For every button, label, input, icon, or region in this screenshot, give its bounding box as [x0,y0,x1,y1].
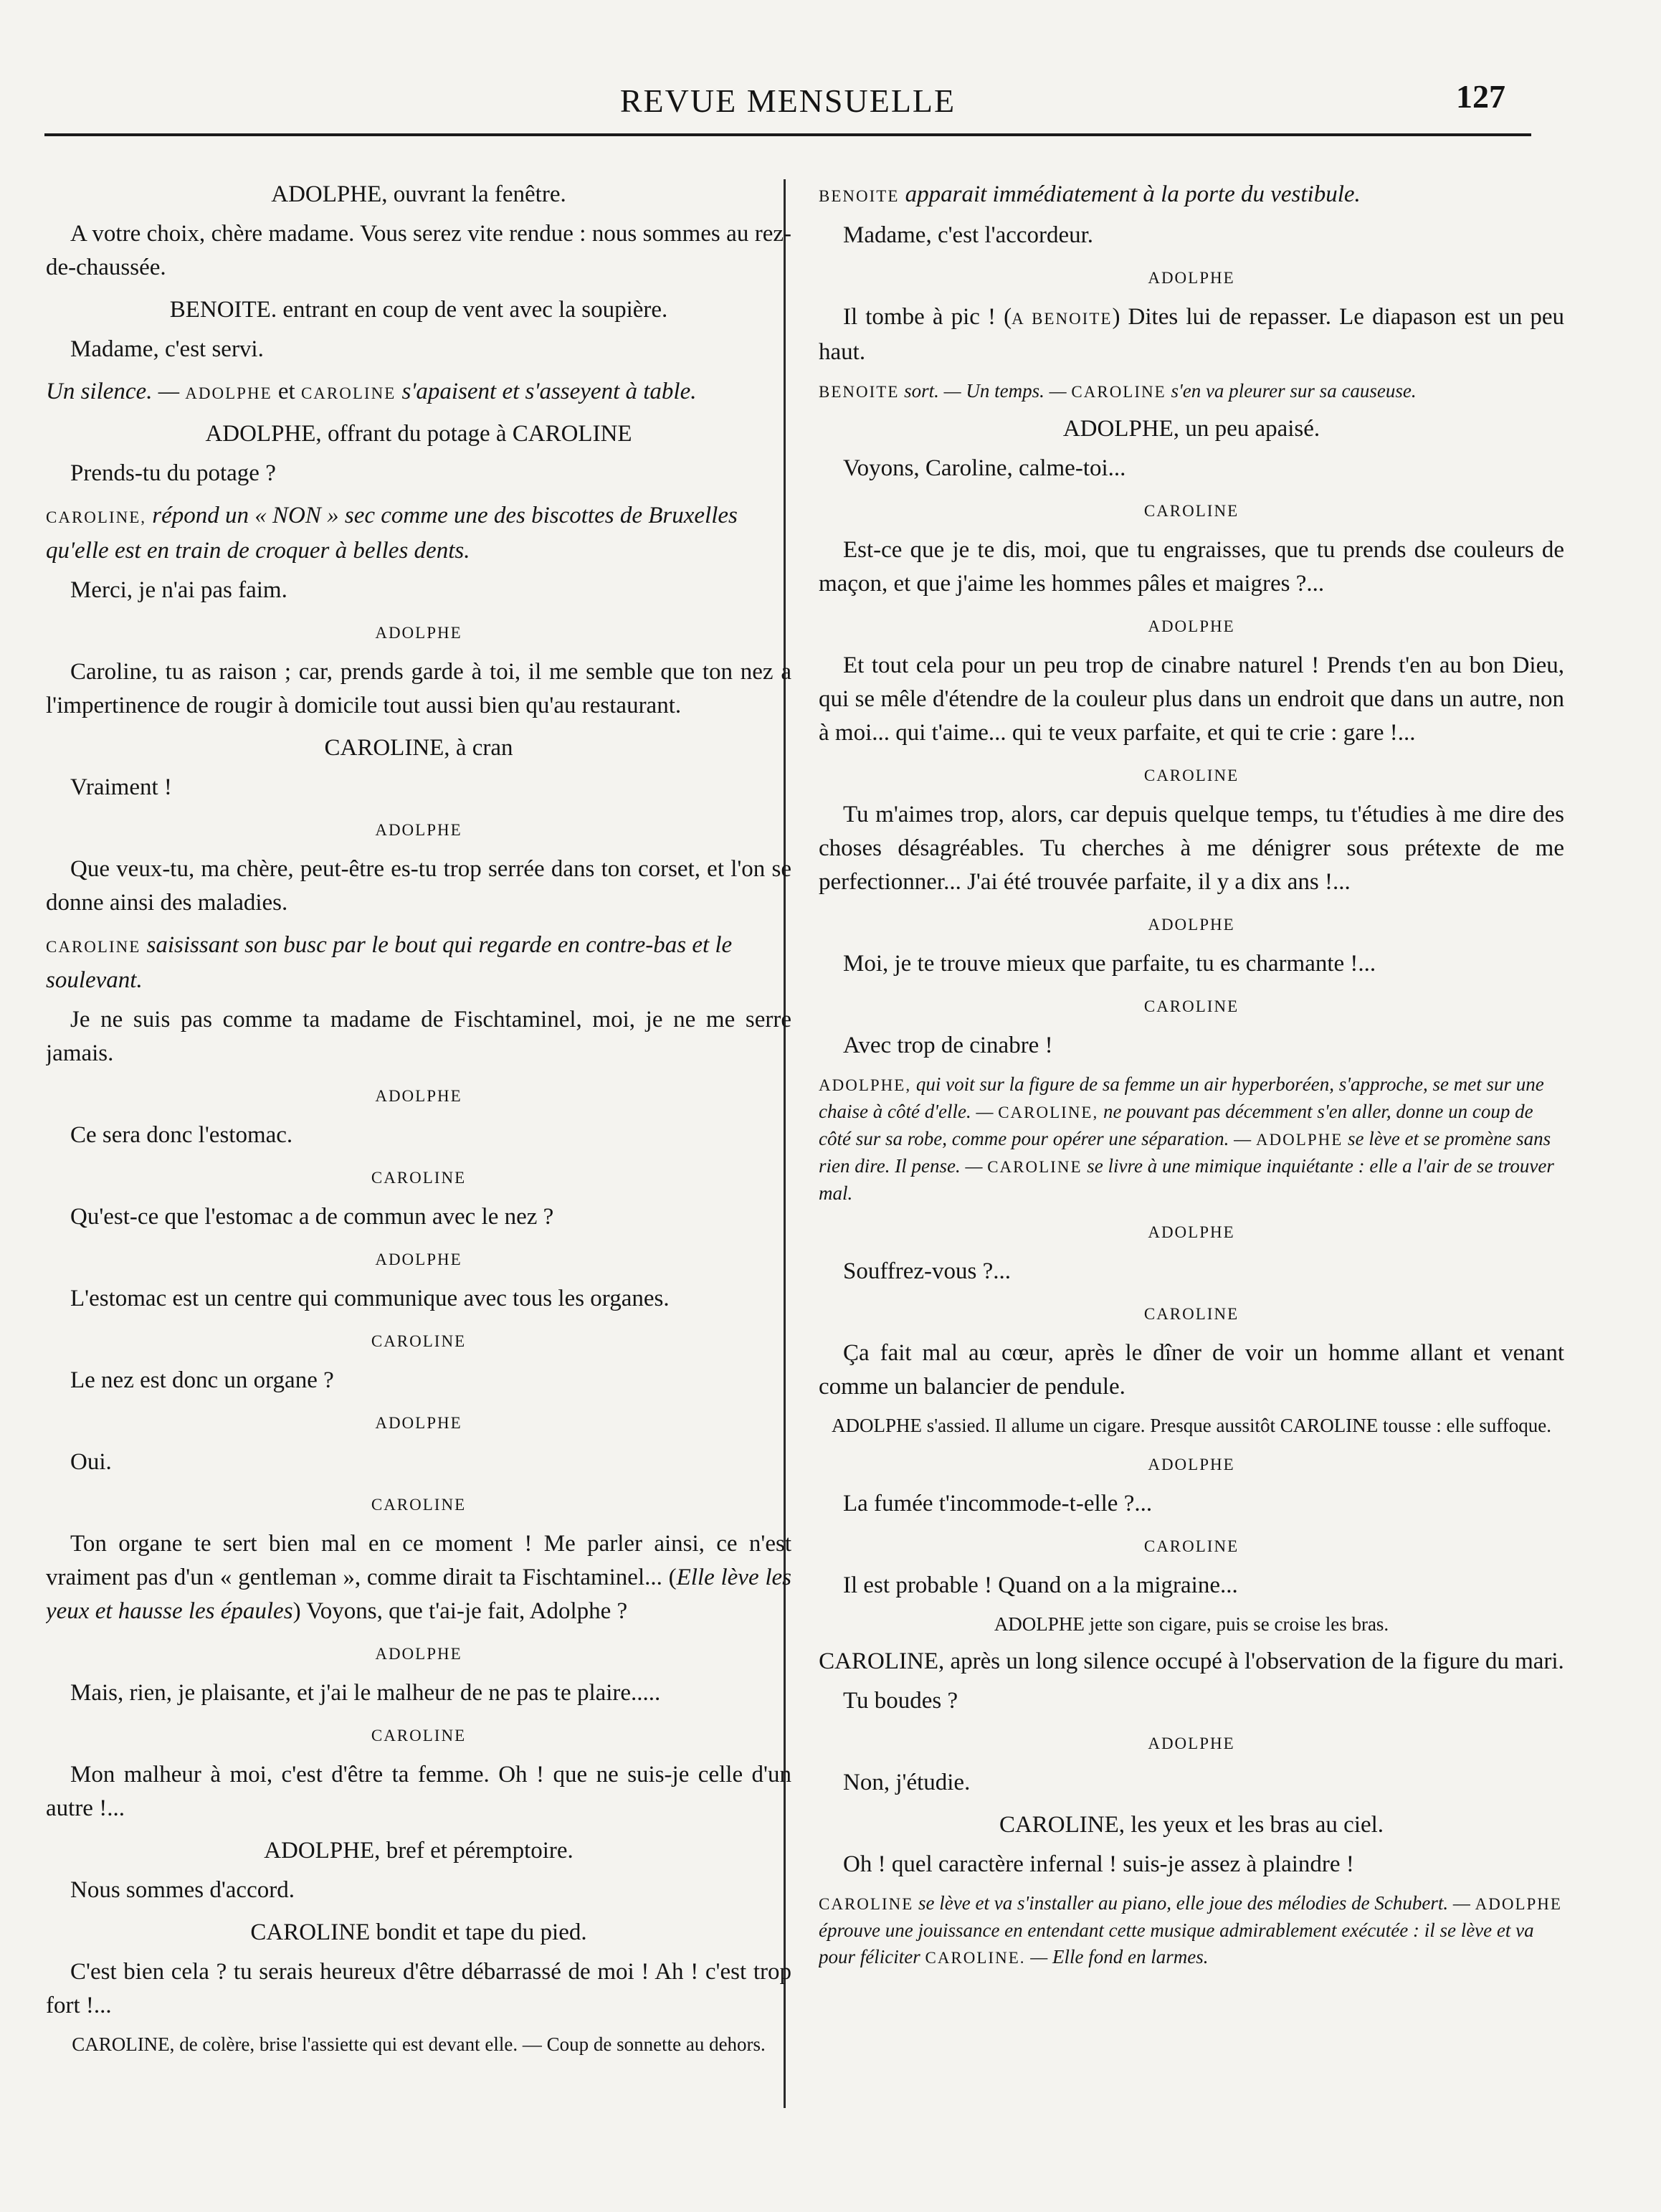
stage-direction [46,293,791,327]
dialogue-text: Il tombe à pic ! ( [843,304,1012,330]
direction-text: éprouve une jouissance en entendant cette musique admirablement exécutée : il se lève et va pour féliciter [819,1919,1534,1967]
speaker-name: ADOLPHE, [264,1838,381,1864]
dialogue-line: La fumée t'incommode-t-elle ?... [843,1491,1153,1516]
dialogue-line: Tu boudes ? [843,1688,958,1714]
direction-text: s'en va pleurer sur sa causeuse. [1166,380,1417,402]
dialogue-line: Ce sera donc l'estomac. [70,1122,293,1148]
dialogue-line: Qu'est-ce que l'estomac a de commun avec le nez ? [70,1204,554,1230]
speaker-name: ADOLPHE [1148,1456,1235,1473]
dialogue-line: C'est bien cela ? tu serais heureux d'être débarrassé de moi ! Ah ! c'est trop fort !... [46,1959,791,2018]
dialogue-line: L'estomac est un centre qui communique avec tous les organes. [70,1286,670,1311]
speaker-name: ADOLPHE [375,1087,462,1105]
speaker-name: CAROLINE, [999,1812,1125,1838]
dialogue-line: Non, j'étudie. [843,1770,971,1795]
speaker-name: CAROLINE. [925,1949,1026,1967]
stage-direction [819,378,1564,405]
direction-text: un peu apaisé. [1179,416,1320,442]
dialogue-line: Nous sommes d'accord. [70,1877,295,1903]
speaker-name: CAROLINE [250,1919,371,1945]
direction-text: répond un « NON » sec comme une des biscottes de Bruxelles qu'elle est en train de croquer à belles dents. [46,503,738,564]
speaker-name: CAROLINE, [72,2033,175,2055]
speaker-name: CAROLINE [512,421,632,447]
dialogue-line: Madame, c'est l'accordeur. [843,222,1094,248]
direction-text: — Elle fond en larmes. [1025,1946,1209,1967]
stage-direction [46,731,791,765]
dialogue-line: Est-ce que je te dis, moi, que tu engraisses, que tu prends dse couleurs de maçon, et que j'aime les hommes pâles et maigres ?... [819,537,1564,597]
speaker-name: ADOLPHE [1148,916,1235,934]
speaker-name: CAROLINE [1143,1305,1239,1323]
speaker-name: CAROLINE [300,384,396,402]
stage-direction [46,1834,791,1868]
dialogue-text: Ton organe te sert bien mal en ce moment ! Me parler ainsi, ce n'est vraiment pas d'un « gentleman », comme dirait ta Fischtaminel... ( [46,1531,791,1590]
direction-text: se lève et va s'installer au piano, elle joue des mélodies de Schubert. — [913,1892,1475,1914]
dialogue-line: Le nez est donc un organe ? [70,1367,334,1393]
dialogue-line: A votre choix, chère madame. Vous serez vite rendue : nous sommes au rez-de-chaussée. [46,221,791,280]
speaker-name: ADOLPHE [375,1645,462,1663]
speaker-name: BENOITE. [169,297,277,323]
stage-direction [46,178,791,212]
direction-text: après un long silence occupé à l'observation de la figure du mari. [944,1648,1564,1674]
speaker-name: CAROLINE [987,1158,1082,1176]
stage-direction [46,929,791,997]
direction-text: sort. — Un temps. — [899,380,1072,402]
direction-text: qui voit sur la figure de sa femme un air hyperboréen, s'approche, se met sur une chaise à côté d'elle. — [819,1073,1544,1122]
direction-text: Un silence. — [46,379,186,404]
direction-text: jette son cigare, puis se croise les bras. [1084,1613,1389,1635]
dialogue-line: Prends-tu du potage ? [70,460,276,486]
dialogue-line: Caroline, tu as raison ; car, prends garde à toi, il me semble que ton nez a l'impertinence de rougir à domicile tout aussi bien qu'au restaurant. [46,659,791,718]
speaker-name: ADOLPHE [185,384,272,402]
speaker-name: CAROLINE [46,938,141,956]
direction-text: apparait immédiatement à la porte du vestibule. [899,181,1361,207]
speaker-name: ADOLPHE [994,1613,1085,1635]
journal-title: REVUE MENSUELLE [619,82,956,119]
direction-text: ouvrant la fenêtre. [387,181,566,207]
speaker-name: ADOLPHE [1148,269,1235,287]
stage-direction [819,1071,1564,1207]
speaker-name: CAROLINE, [46,508,147,526]
speaker-name: CAROLINE [1143,766,1239,784]
dialogue-line: Il est probable ! Quand on a la migraine... [843,1572,1238,1598]
stage-direction [46,2031,791,2058]
speaker-name: CAROLINE [371,1332,467,1350]
direction-text: s'apaisent et s'asseyent à table. [396,379,697,404]
direction-text: ne pouvant pas décemment s'en aller, donne un coup de côté sur sa robe, comme pour opérer une séparation. — [819,1101,1533,1149]
dialogue-line: Que veux-tu, ma chère, peut-être es-tu trop serrée dans ton corset, et l'on se donne ainsi des maladies. [46,856,791,916]
dialogue-line: Et tout cela pour un peu trop de cinabre naturel ! Prends t'en au bon Dieu, qui se mêle d'étendre de la couleur plus dans un endroit que dans un autre, non à moi... qui t'aime... qui te veux parfaite, et qui te crie : gare !... [819,652,1564,746]
direction-text: s'assied. Il allume un cigare. Presque aussitôt [922,1415,1280,1436]
speaker-name: CAROLINE [1143,502,1239,520]
speaker-name: CAROLINE, [324,735,450,761]
stage-direction [819,178,1564,213]
speaker-name: ADOLPHE, [271,181,388,207]
direction-text: bondit et tape du pied. [370,1919,587,1945]
speaker-name: ADOLPHE, [819,1076,912,1094]
stage-direction [46,499,791,568]
page-number: 127 [1456,78,1505,115]
speaker-name: ADOLPHE [375,821,462,839]
dialogue-text: ) Voyons, que t'ai-je fait, Adolphe ? [292,1598,628,1624]
direction-text: bref et péremptoire. [380,1838,574,1864]
stage-direction [819,1413,1564,1439]
right-column [819,171,1564,2121]
speaker-name: CAROLINE [371,1169,467,1187]
speaker-name: A BENOITE [1012,310,1113,328]
speaker-name: CAROLINE [1143,1537,1239,1555]
speaker-name: CAROLINE [371,1727,467,1745]
speaker-name: ADOLPHE [1148,617,1235,635]
left-column [46,171,791,2121]
speaker-name: ADOLPHE, [1062,416,1180,442]
stage-direction [819,1645,1564,1679]
speaker-name: BENOITE [819,187,900,205]
speaker-name: ADOLPHE [375,1414,462,1432]
running-header [44,72,1531,136]
direction-text: se lève et se promène sans rien dire. Il pense. — [819,1128,1551,1177]
direction-text: à cran [449,735,513,761]
direction-text: de colère, brise l'assiette qui est devant elle. — Coup de sonnette au dehors. [174,2033,766,2055]
speaker-name: CAROLINE, [998,1103,1099,1121]
dialogue-line: Mon malheur à moi, c'est d'être ta femme. Oh ! que ne suis-je celle d'un autre !... [46,1762,791,1821]
dialogue-line: Oui. [70,1449,112,1475]
direction-text: se livre à une mimique inquiétante : elle a l'air de se trouver mal. [819,1155,1554,1204]
dialogue-line [46,1527,791,1628]
direction-text: saisissant son busc par le bout qui regarde en contre-bas et le soulevant. [46,932,733,993]
stage-direction [819,1808,1564,1842]
speaker-name: CAROLINE [371,1496,467,1514]
dialogue-line: Souffrez-vous ?... [843,1258,1011,1284]
speaker-name: CAROLINE [1071,383,1166,401]
direction-text: et [272,379,301,404]
speaker-name: BENOITE [819,383,900,401]
speaker-name: ADOLPHE [375,1250,462,1268]
speaker-name: ADOLPHE [1475,1895,1562,1913]
dialogue-line: Oh ! quel caractère infernal ! suis-je assez à plaindre ! [843,1851,1354,1877]
dialogue-line: Voyons, Caroline, calme-toi... [843,455,1126,481]
dialogue-line [819,300,1564,369]
stage-direction [819,1611,1564,1638]
dialogue-line: Tu m'aimes trop, alors, car depuis quelque temps, tu t'étudies à me dire des choses désagréables. Tu cherches à me dénigrer sous prétexte de me perfectionner... J'ai été trouvée parfaite, il y a dix ans !... [819,802,1564,895]
stage-direction [46,1916,791,1950]
dialogue-line: Ça fait mal au cœur, après le dîner de voir un homme allant et venant comme un balancier de pendule. [819,1340,1564,1400]
speaker-name: ADOLPHE [1148,1734,1235,1752]
dialogue-line: Moi, je te trouve mieux que parfaite, tu es charmante !... [843,951,1376,977]
speaker-name: CAROLINE [1280,1415,1379,1436]
dialogue-line: Mais, rien, je plaisante, et j'ai le malheur de ne pas te plaire..... [70,1680,661,1706]
dialogue-line: Madame, c'est servi. [70,336,264,362]
dialogue-text: ) Dites lui de repasser. Le diapason est un peu haut. [819,304,1564,365]
speaker-name: CAROLINE [1143,997,1239,1015]
stage-direction [46,417,791,451]
direction-text: les yeux et les bras au ciel. [1125,1812,1384,1838]
direction-text: offrant du potage à [321,421,513,447]
speaker-name: ADOLPHE [1255,1131,1343,1149]
speaker-name: ADOLPHE [375,624,462,642]
stage-direction [46,375,791,410]
speaker-name: ADOLPHE [1148,1223,1235,1241]
dialogue-line: Je ne suis pas comme ta madame de Fischtaminel, moi, je ne me serre jamais. [46,1007,791,1066]
stage-direction [819,1890,1564,1971]
speaker-name: ADOLPHE, [205,421,322,447]
direction-text: tousse : elle suffoque. [1378,1415,1551,1436]
speaker-name: ADOLPHE [832,1415,922,1436]
speaker-name: CAROLINE [819,1895,914,1913]
dialogue-line: Merci, je n'ai pas faim. [70,577,287,603]
dialogue-line: Avec trop de cinabre ! [843,1033,1053,1058]
dialogue-line: Vraiment ! [70,774,172,800]
direction-text: entrant en coup de vent avec la soupière. [277,297,668,323]
speaker-name: CAROLINE, [819,1648,945,1674]
stage-direction [819,412,1564,446]
direction-text: Elle lève les yeux et hausse les épaules [46,1565,791,1624]
